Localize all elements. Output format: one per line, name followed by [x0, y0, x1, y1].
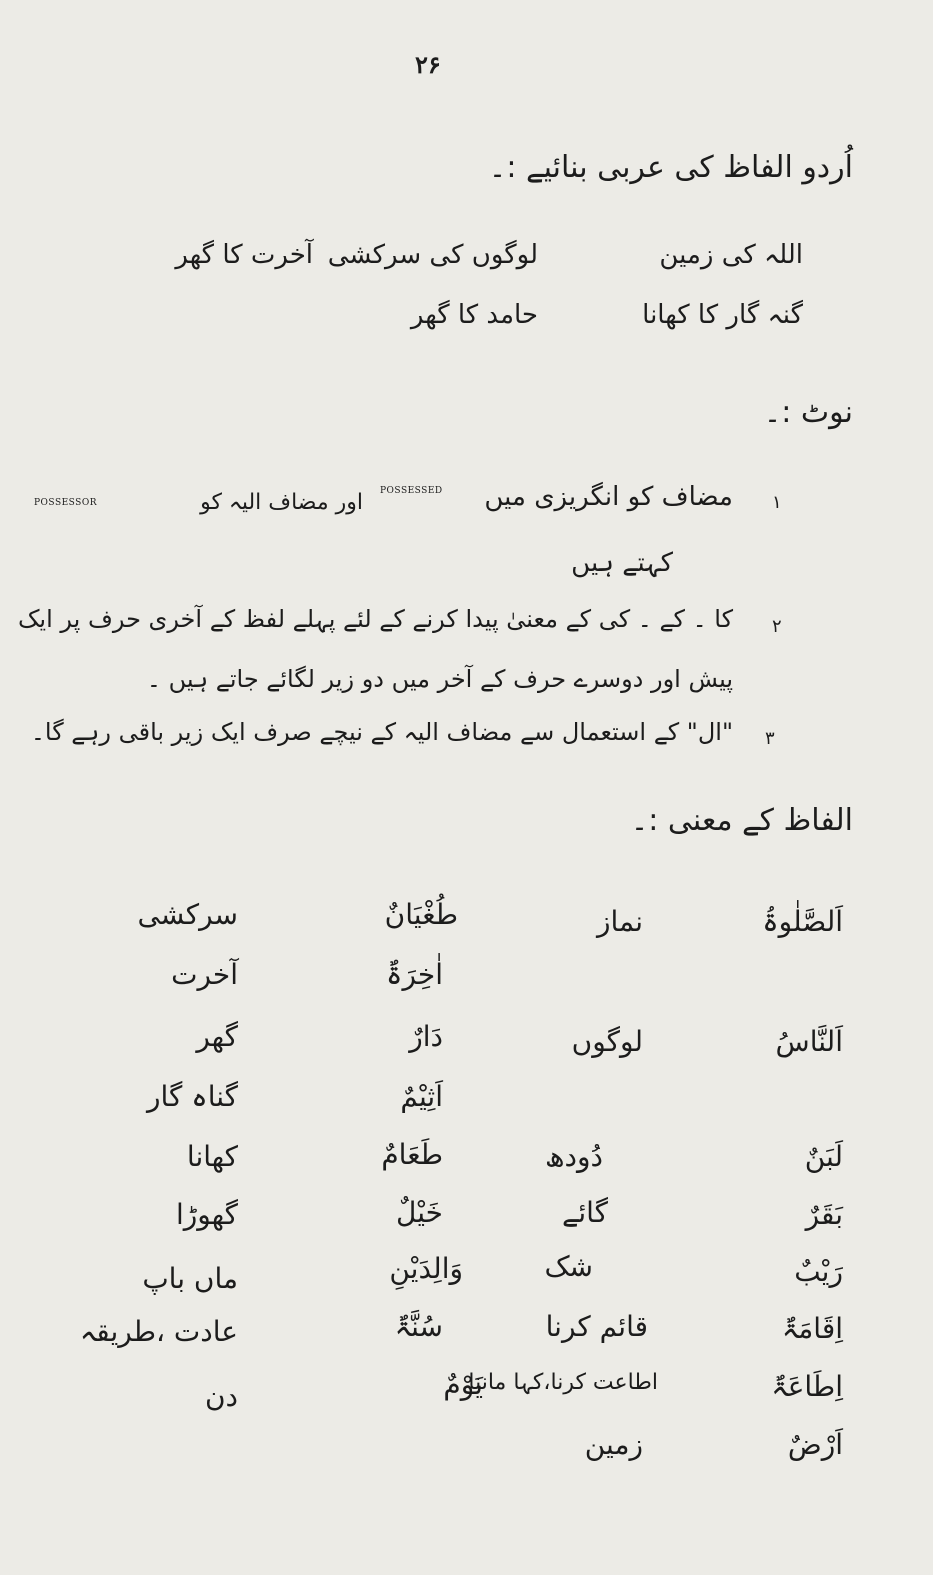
urdu-meaning: عادت ،طریقہ — [79, 1315, 238, 1348]
exercise-phrase: لوگوں کی سرکشی — [327, 240, 538, 270]
note-text: کہتے ہیں — [571, 548, 673, 578]
note-number: ۳ — [765, 728, 775, 749]
urdu-meaning: لوگوں — [571, 1025, 643, 1058]
arabic-word: اَرْضٌ — [787, 1428, 843, 1461]
english-term: POSSESSOR — [34, 498, 98, 508]
urdu-meaning: دُودھ — [544, 1140, 603, 1173]
english-term: POSSESSED — [380, 486, 443, 496]
note-text: اور مضاف الیہ کو — [200, 490, 363, 515]
arabic-word: اَثِیْمٌ — [400, 1080, 443, 1113]
urdu-meaning: زمین — [584, 1428, 643, 1461]
note-text: "ال" کے استعمال سے مضاف الیہ کے نیچے صرف ایک زیر باقی رہے گا۔ — [30, 718, 733, 746]
urdu-meaning: اطاعت کرنا،کہا ماننا — [468, 1370, 658, 1395]
urdu-meaning: شک — [544, 1250, 593, 1283]
urdu-meaning: ماں باپ — [142, 1262, 238, 1295]
exercise-phrase: حامد کا گھر — [410, 300, 538, 330]
arabic-word: رَیْبٌ — [794, 1255, 843, 1288]
exercise-phrase: اللہ کی زمین — [659, 240, 803, 270]
urdu-meaning: سرکشی — [137, 898, 238, 931]
exercise-phrase: گنہ گار کا کھانا — [642, 300, 803, 330]
urdu-meaning: گائے — [561, 1196, 608, 1229]
note-number: ۲ — [772, 616, 782, 637]
urdu-meaning: گھر — [196, 1020, 238, 1053]
arabic-word: لَبَنٌ — [804, 1140, 843, 1173]
arabic-word: اِقَامَۃٌ — [781, 1312, 843, 1345]
exercise-heading: اُردو الفاظ کی عربی بنائیے :۔ — [488, 150, 853, 185]
vocabulary-heading: الفاظ کے معنی :۔ — [630, 803, 853, 838]
arabic-word: بَقَرٌ — [805, 1198, 843, 1231]
arabic-word: اٰخِرَۃٌ — [386, 958, 443, 991]
notes-heading: نوٹ :۔ — [763, 395, 853, 430]
urdu-meaning: نماز — [596, 905, 643, 938]
urdu-meaning: آخرت — [171, 958, 238, 991]
urdu-meaning: گھوڑا — [175, 1198, 238, 1231]
arabic-word: دَارٌ — [409, 1020, 443, 1053]
arabic-word: طُغْیَانٌ — [384, 898, 458, 931]
arabic-word: یَوْمٌ — [443, 1368, 483, 1401]
note-text: پیش اور دوسرے حرف کے آخر میں دو زیر لگائے جاتے ہیں ۔ — [146, 665, 733, 693]
arabic-word: سُنَّۃٌ — [394, 1310, 443, 1343]
exercise-phrase: آخرت کا گھر — [175, 240, 313, 270]
arabic-word: طَعَامٌ — [381, 1138, 443, 1171]
urdu-meaning: گناہ گار — [147, 1080, 238, 1113]
arabic-word: خَیْلٌ — [396, 1196, 443, 1229]
arabic-word: اَلنَّاسُ — [775, 1025, 843, 1058]
note-text: مضاف کو انگریزی میں — [484, 482, 733, 512]
urdu-meaning: قائم کرنا — [545, 1310, 648, 1343]
urdu-meaning: دن — [204, 1380, 238, 1413]
note-number: ۱ — [772, 492, 782, 513]
page-number: ۲۶ — [415, 50, 441, 79]
urdu-meaning: کھانا — [186, 1140, 238, 1173]
arabic-word: اِطَاعَۃٌ — [771, 1370, 843, 1403]
arabic-word: وَالِدَیْنِ — [389, 1252, 463, 1285]
arabic-word: اَلصَّلٰوۃُ — [762, 905, 843, 938]
note-text: کا ۔ کے ۔ کی کے معنیٰ پیدا کرنے کے لئے پہلے لفظ کے آخری حرف پر ایک — [17, 605, 733, 633]
